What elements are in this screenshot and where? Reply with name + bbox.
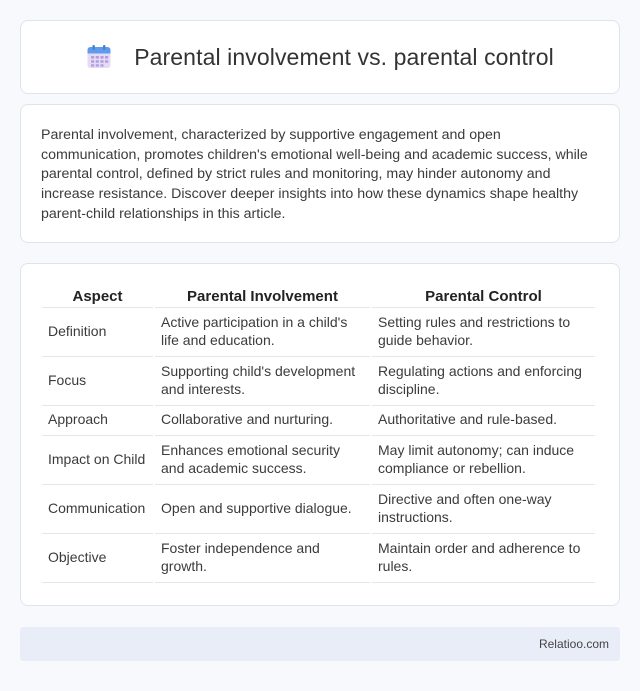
intro-text: Parental involvement, characterized by supportive engagement and open communication, promotes children's emotional well-being and academic success, while parental control, defined by strict rules and monitoring, may hinder autonomy and increase resistance. Discover deeper insights into how these dynamics shape healthy parent-child relationships in this article. bbox=[41, 127, 588, 222]
row-control: Directive and often one-way instructions. bbox=[372, 485, 595, 534]
footer-brand[interactable]: Relatioo.com bbox=[538, 637, 609, 651]
row-aspect: Approach bbox=[42, 406, 153, 436]
header bbox=[86, 44, 554, 71]
row-aspect: Focus bbox=[42, 357, 153, 406]
row-aspect: Objective bbox=[42, 534, 153, 583]
row-control: Regulating actions and enforcing discipline. bbox=[372, 357, 595, 406]
table-row bbox=[42, 357, 595, 406]
row-aspect: Communication bbox=[42, 485, 153, 534]
table-row bbox=[42, 485, 595, 534]
intro-card bbox=[20, 104, 620, 243]
row-control: Setting rules and restrictions to guide behavior. bbox=[372, 308, 595, 357]
comparison-card bbox=[20, 263, 620, 606]
row-aspect: Impact on Child bbox=[42, 436, 153, 485]
row-involvement: Supporting child's development and interests. bbox=[155, 357, 370, 406]
row-control: May limit autonomy; can induce compliance or rebellion. bbox=[372, 436, 595, 485]
table-row bbox=[42, 534, 595, 583]
comparison-table bbox=[40, 284, 597, 583]
row-aspect: Definition bbox=[42, 308, 153, 357]
row-involvement: Enhances emotional security and academic success. bbox=[155, 436, 370, 485]
header-parental-control: Parental Control bbox=[372, 284, 595, 308]
row-involvement: Active participation in a child's life and education. bbox=[155, 308, 370, 357]
row-control: Authoritative and rule-based. bbox=[372, 406, 595, 436]
header-card bbox=[20, 20, 620, 94]
footer bbox=[20, 627, 620, 661]
table-row bbox=[42, 406, 595, 436]
row-involvement: Collaborative and nurturing. bbox=[155, 406, 370, 436]
table-row bbox=[42, 308, 595, 357]
row-involvement: Open and supportive dialogue. bbox=[155, 485, 370, 534]
row-involvement: Foster independence and growth. bbox=[155, 534, 370, 583]
table-header-row bbox=[42, 284, 595, 308]
header-aspect: Aspect bbox=[42, 284, 153, 308]
page-title: Parental involvement vs. parental control bbox=[134, 43, 554, 70]
row-control: Maintain order and adherence to rules. bbox=[372, 534, 595, 583]
table-row bbox=[42, 436, 595, 485]
header-parental-involvement: Parental Involvement bbox=[155, 284, 370, 308]
calendar-icon bbox=[86, 44, 112, 70]
